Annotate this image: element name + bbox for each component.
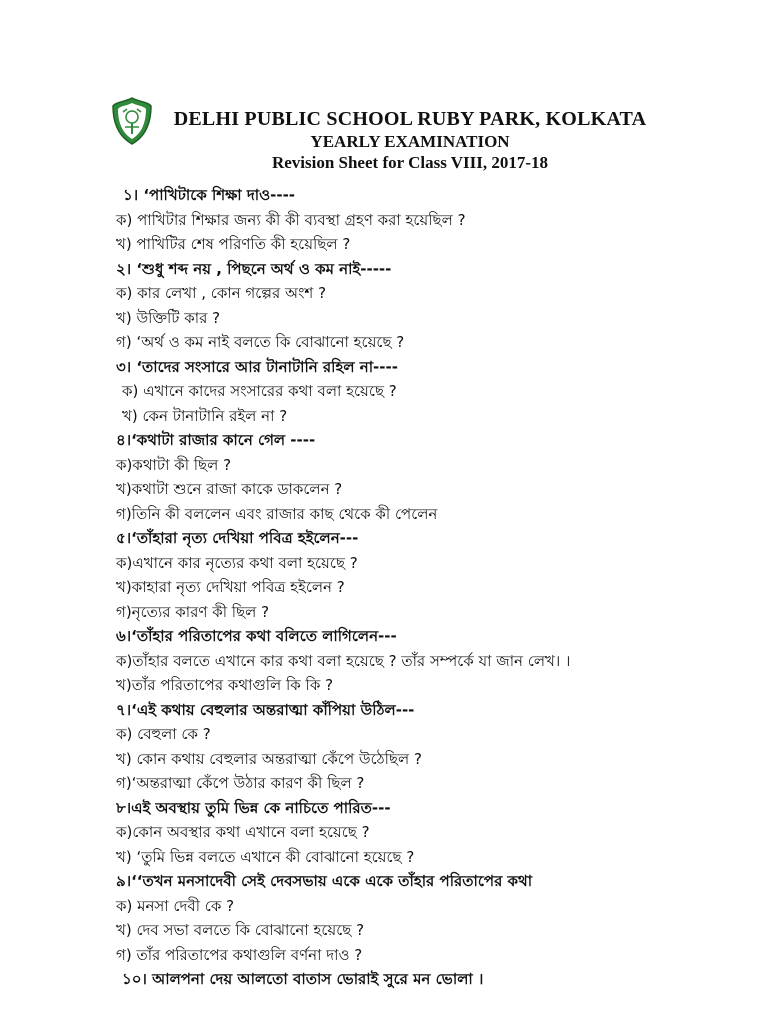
sub-question: খ) পাখিটির শেষ পরিণতি কী হয়েছিল ? <box>116 235 351 253</box>
sub-question: গ) তাঁর পরিতাপের কথাগুলি বর্ণনা দাও ? <box>116 946 363 964</box>
sub-question: খ) ‘তুমি ভিন্ন বলতে এখানে কী বোঝানো হয়েছে ? <box>116 848 415 866</box>
sub-question: ক) পাখিটার শিক্ষার জন্য কী কী ব্যবস্থা গ্রহণ করা হয়েছিল ? <box>116 211 466 229</box>
sub-question: গ)‘অন্তরাত্মা কেঁপে উঠার কারণ কী ছিল ? <box>116 774 365 792</box>
sub-question: ক) এখানে কাদের সংসারের কথা বলা হয়েছে ? <box>122 382 397 400</box>
sub-question: খ) কেন টানাটানি রইল না ? <box>122 407 288 425</box>
sub-question: ক)এখানে কার নৃত্যের কথা বলা হয়েছে ? <box>116 554 358 572</box>
question-heading: ১০। আলপনা দেয় আলতো বাতাস ভোরাই সুরে মন ভোলা । <box>122 970 484 988</box>
sub-question: ক)তাঁহার বলতে এখানে কার কথা বলা হয়েছে ? তাঁর সম্পর্কে যা জান লেখ। । <box>116 652 571 670</box>
question-heading: ৬।‘তাঁহার পরিতাপের কথা বলিতে লাগিলেন--- <box>116 627 397 645</box>
question-heading: ৩। ‘তাদের সংসারে আর টানাটানি রহিল না---- <box>116 358 398 376</box>
sub-question: খ)কাহারা নৃত্য দেখিয়া পবিত্র হইলেন ? <box>116 578 345 596</box>
question-heading: ৫।‘তাঁহারা নৃত্য দেখিয়া পবিত্র হইলেন--- <box>116 529 359 547</box>
sub-question: ক) মনসা দেবী কে ? <box>116 897 235 915</box>
school-name: DELHI PUBLIC SCHOOL RUBY PARK, KOLKATA <box>173 108 647 130</box>
school-logo-icon <box>110 96 154 146</box>
sub-question: ক)কথাটা কী ছিল ? <box>116 456 232 474</box>
sub-question: ক) কার লেখা , কোন গল্পের অংশ ? <box>116 284 327 302</box>
question-heading: ৭।‘এই কথায় বেহুলার অন্তরাত্মা কাঁপিয়া উঠিল--- <box>116 701 415 719</box>
question-heading: ৮।এই অবস্থায় তুমি ভিন্ন কে নাচিতে পারিত--- <box>116 799 391 817</box>
sub-question: খ) কোন কথায় বেহুলার অন্তরাত্মা কেঁপে উঠেছিল ? <box>116 750 422 768</box>
question-heading: ৪।‘কথাটা রাজার কানে গেল ---- <box>116 431 316 449</box>
sub-question: গ) ‘অর্থ ও কম নাই বলতে কি বোঝানো হয়েছে ? <box>116 333 405 351</box>
sub-question: ক) বেহুলা কে ? <box>116 725 211 743</box>
sub-question: গ)নৃত্যের কারণ কী ছিল ? <box>116 603 270 621</box>
sub-question: ক)কোন অবস্থার কথা এখানে বলা হয়েছে ? <box>116 823 370 841</box>
sub-question: খ) দেব সভা বলতে কি বোঝানো হয়েছে ? <box>116 921 365 939</box>
exam-title: YEARLY EXAMINATION <box>310 132 510 151</box>
sub-question: খ)তাঁর পরিতাপের কথাগুলি কি কি ? <box>116 676 334 694</box>
question-heading: ১। ‘পাখিটাকে শিক্ষা দাও---- <box>123 186 296 204</box>
sheet-subtitle: Revision Sheet for Class VIII, 2017-18 <box>271 153 549 172</box>
sub-question: গ)তিনি কী বললেন এবং রাজার কাছ থেকে কী পেলেন <box>116 505 438 523</box>
question-heading: ২। ‘শুধু শব্দ নয় , পিছনে অর্থ ও কম নাই----- <box>116 260 392 278</box>
sub-question: খ)কথাটা শুনে রাজা কাকে ডাকলেন ? <box>116 480 343 498</box>
sub-question: খ) উক্তিটি কার ? <box>116 309 221 327</box>
question-heading: ৯।‘‘তখন মনসাদেবী সেই দেবসভায় একে একে তাঁহার পরিতাপের কথা <box>116 872 533 890</box>
